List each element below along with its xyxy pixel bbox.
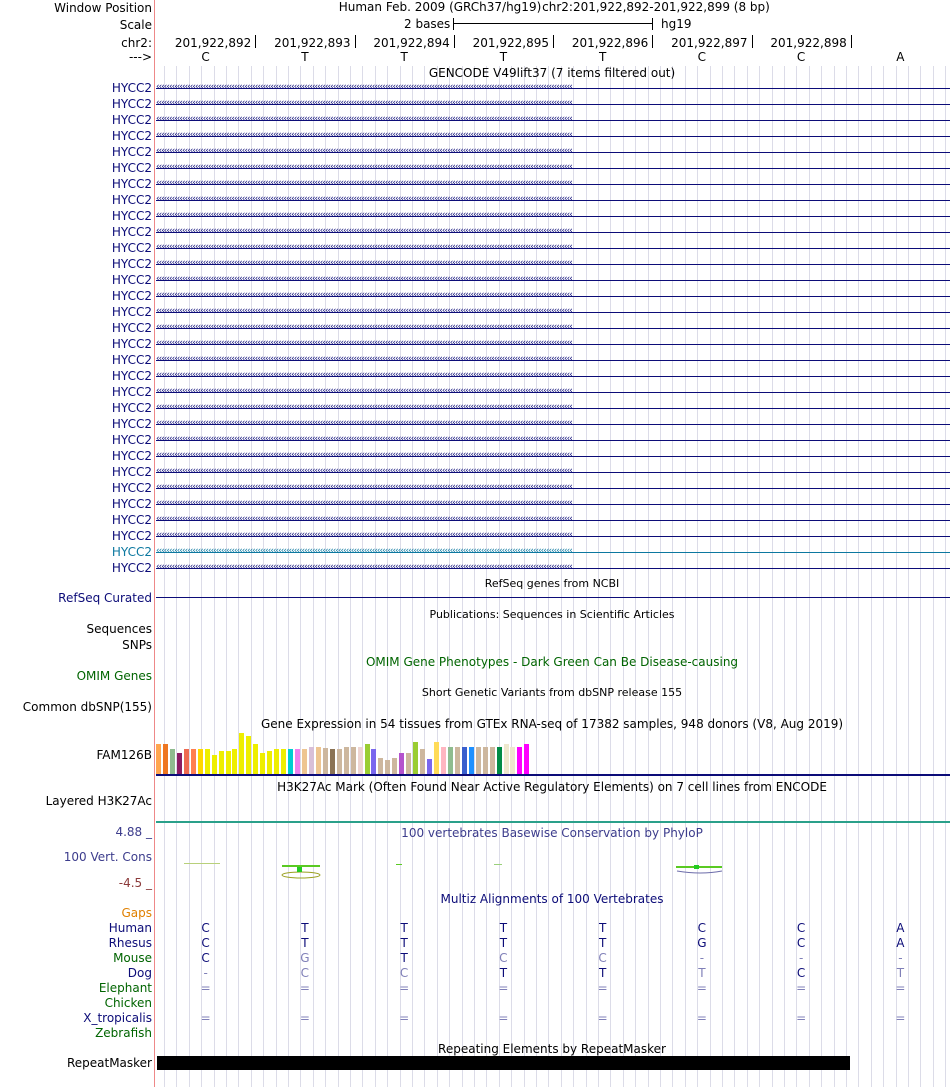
gencode-transcript[interactable] (156, 370, 950, 380)
species-label[interactable]: Gaps (121, 906, 152, 920)
coordinate-label: 201,922,896 (571, 36, 649, 50)
alignment-base: = (498, 1011, 509, 1025)
gtex-tissue-bar[interactable] (239, 733, 244, 774)
gencode-gene-label[interactable]: HYCC2 (111, 305, 152, 319)
strand-arrows: ‹‹‹‹‹‹‹‹‹‹‹‹‹‹‹‹‹‹‹‹‹‹‹‹‹‹‹‹‹‹‹‹‹‹‹‹‹‹‹‹‹‹‹‹‹‹‹‹‹‹‹‹‹‹‹‹‹‹‹‹‹‹‹‹‹‹‹‹‹‹‹‹‹‹‹‹‹‹‹‹‹‹‹‹‹‹‹‹‹‹‹‹‹‹‹‹‹‹‹‹‹‹‹‹‹‹‹‹‹‹‹‹‹‹‹‹‹‹‹‹‹‹‹‹‹‹‹‹‹‹‹‹‹‹‹‹‹‹‹‹‹‹‹‹‹‹‹‹‹‹‹‹‹‹‹‹‹‹‹‹ (156, 146, 572, 156)
gencode-transcript[interactable] (156, 290, 950, 300)
gencode-transcript[interactable] (156, 482, 950, 492)
gtex-tissue-bar[interactable] (288, 749, 293, 774)
gencode-gene-label[interactable]: HYCC2 (111, 545, 152, 559)
gencode-transcript[interactable] (156, 274, 950, 284)
gtex-tissue-bar[interactable] (295, 749, 300, 774)
gtex-tissue-bar[interactable] (504, 744, 509, 774)
alignment-base: C (201, 951, 210, 965)
alignment-base: - (203, 966, 208, 980)
gtex-tissue-bar[interactable] (392, 758, 397, 774)
gencode-transcript[interactable] (156, 354, 950, 364)
gtex-tissue-bar[interactable] (226, 751, 231, 774)
scale-label: Scale (119, 18, 152, 32)
gencode-gene-label[interactable]: HYCC2 (111, 193, 152, 207)
strand-arrows: ‹‹‹‹‹‹‹‹‹‹‹‹‹‹‹‹‹‹‹‹‹‹‹‹‹‹‹‹‹‹‹‹‹‹‹‹‹‹‹‹‹‹‹‹‹‹‹‹‹‹‹‹‹‹‹‹‹‹‹‹‹‹‹‹‹‹‹‹‹‹‹‹‹‹‹‹‹‹‹‹‹‹‹‹‹‹‹‹‹‹‹‹‹‹‹‹‹‹‹‹‹‹‹‹‹‹‹‹‹‹‹‹‹‹‹‹‹‹‹‹‹‹‹‹‹‹‹‹‹‹‹‹‹‹‹‹‹‹‹‹‹‹‹‹‹‹‹‹‹‹‹‹‹‹‹‹‹‹‹‹ (156, 290, 572, 300)
alignment-base: - (798, 951, 804, 965)
gtex-tissue-bar[interactable] (163, 744, 168, 774)
alignment-base: C (697, 921, 707, 935)
gencode-gene-label[interactable]: HYCC2 (111, 257, 152, 271)
strand-arrows: ‹‹‹‹‹‹‹‹‹‹‹‹‹‹‹‹‹‹‹‹‹‹‹‹‹‹‹‹‹‹‹‹‹‹‹‹‹‹‹‹‹‹‹‹‹‹‹‹‹‹‹‹‹‹‹‹‹‹‹‹‹‹‹‹‹‹‹‹‹‹‹‹‹‹‹‹‹‹‹‹‹‹‹‹‹‹‹‹‹‹‹‹‹‹‹‹‹‹‹‹‹‹‹‹‹‹‹‹‹‹‹‹‹‹‹‹‹‹‹‹‹‹‹‹‹‹‹‹‹‹‹‹‹‹‹‹‹‹‹‹‹‹‹‹‹‹‹‹‹‹‹‹‹‹‹‹‹‹‹‹ (156, 386, 572, 396)
scale-text: 2 bases (404, 17, 451, 31)
gtex-gene-label[interactable]: FAM126B (96, 748, 152, 762)
alignment-base: = (696, 1011, 707, 1025)
strand-arrows: ‹‹‹‹‹‹‹‹‹‹‹‹‹‹‹‹‹‹‹‹‹‹‹‹‹‹‹‹‹‹‹‹‹‹‹‹‹‹‹‹‹‹‹‹‹‹‹‹‹‹‹‹‹‹‹‹‹‹‹‹‹‹‹‹‹‹‹‹‹‹‹‹‹‹‹‹‹‹‹‹‹‹‹‹‹‹‹‹‹‹‹‹‹‹‹‹‹‹‹‹‹‹‹‹‹‹‹‹‹‹‹‹‹‹‹‹‹‹‹‹‹‹‹‹‹‹‹‹‹‹‹‹‹‹‹‹‹‹‹‹‹‹‹‹‹‹‹‹‹‹‹‹‹‹‹‹‹‹‹‹ (156, 322, 572, 332)
gtex-tissue-bar[interactable] (448, 747, 453, 774)
scale-db: hg19 (661, 17, 692, 31)
alignment-base: = (895, 1011, 906, 1025)
gencode-transcript[interactable] (156, 546, 950, 556)
species-label[interactable]: Dog (127, 966, 152, 980)
strand-arrows: ‹‹‹‹‹‹‹‹‹‹‹‹‹‹‹‹‹‹‹‹‹‹‹‹‹‹‹‹‹‹‹‹‹‹‹‹‹‹‹‹‹‹‹‹‹‹‹‹‹‹‹‹‹‹‹‹‹‹‹‹‹‹‹‹‹‹‹‹‹‹‹‹‹‹‹‹‹‹‹‹‹‹‹‹‹‹‹‹‹‹‹‹‹‹‹‹‹‹‹‹‹‹‹‹‹‹‹‹‹‹‹‹‹‹‹‹‹‹‹‹‹‹‹‹‹‹‹‹‹‹‹‹‹‹‹‹‹‹‹‹‹‹‹‹‹‹‹‹‹‹‹‹‹‹‹‹‹‹‹‹ (156, 354, 572, 364)
gencode-gene-label[interactable]: HYCC2 (111, 529, 152, 543)
gencode-transcript[interactable] (156, 194, 950, 204)
gtex-tissue-bar[interactable] (483, 747, 488, 774)
refseq-gene-line[interactable] (156, 597, 950, 598)
base-letter: C (796, 50, 806, 64)
gencode-gene-label[interactable]: HYCC2 (111, 385, 152, 399)
alignment-base: - (898, 951, 903, 965)
strand-arrows: ‹‹‹‹‹‹‹‹‹‹‹‹‹‹‹‹‹‹‹‹‹‹‹‹‹‹‹‹‹‹‹‹‹‹‹‹‹‹‹‹‹‹‹‹‹‹‹‹‹‹‹‹‹‹‹‹‹‹‹‹‹‹‹‹‹‹‹‹‹‹‹‹‹‹‹‹‹‹‹‹‹‹‹‹‹‹‹‹‹‹‹‹‹‹‹‹‹‹‹‹‹‹‹‹‹‹‹‹‹‹‹‹‹‹‹‹‹‹‹‹‹‹‹‹‹‹‹‹‹‹‹‹‹‹‹‹‹‹‹‹‹‹‹‹‹‹‹‹‹‹‹‹‹‹‹‹‹‹‹‹ (156, 178, 572, 188)
gencode-transcript[interactable] (156, 322, 950, 332)
phylop-min-label: -4.5 _ (118, 876, 152, 890)
dbsnp-track-title: Short Genetic Variants from dbSNP release 155 (421, 686, 683, 699)
gtex-baseline (156, 774, 950, 776)
gencode-gene-label[interactable]: HYCC2 (111, 433, 152, 447)
strand-arrows: ‹‹‹‹‹‹‹‹‹‹‹‹‹‹‹‹‹‹‹‹‹‹‹‹‹‹‹‹‹‹‹‹‹‹‹‹‹‹‹‹‹‹‹‹‹‹‹‹‹‹‹‹‹‹‹‹‹‹‹‹‹‹‹‹‹‹‹‹‹‹‹‹‹‹‹‹‹‹‹‹‹‹‹‹‹‹‹‹‹‹‹‹‹‹‹‹‹‹‹‹‹‹‹‹‹‹‹‹‹‹‹‹‹‹‹‹‹‹‹‹‹‹‹‹‹‹‹‹‹‹‹‹‹‹‹‹‹‹‹‹‹‹‹‹‹‹‹‹‹‹‹‹‹‹‹‹‹‹‹‹ (156, 498, 572, 508)
gtex-tissue-bar[interactable] (427, 759, 432, 774)
strand-arrows: ‹‹‹‹‹‹‹‹‹‹‹‹‹‹‹‹‹‹‹‹‹‹‹‹‹‹‹‹‹‹‹‹‹‹‹‹‹‹‹‹‹‹‹‹‹‹‹‹‹‹‹‹‹‹‹‹‹‹‹‹‹‹‹‹‹‹‹‹‹‹‹‹‹‹‹‹‹‹‹‹‹‹‹‹‹‹‹‹‹‹‹‹‹‹‹‹‹‹‹‹‹‹‹‹‹‹‹‹‹‹‹‹‹‹‹‹‹‹‹‹‹‹‹‹‹‹‹‹‹‹‹‹‹‹‹‹‹‹‹‹‹‹‹‹‹‹‹‹‹‹‹‹‹‹‹‹‹‹‹‹ (156, 530, 572, 540)
omim-track-title: OMIM Gene Phenotypes - Dark Green Can Be Disease-causing (365, 655, 739, 669)
strand-arrows: ‹‹‹‹‹‹‹‹‹‹‹‹‹‹‹‹‹‹‹‹‹‹‹‹‹‹‹‹‹‹‹‹‹‹‹‹‹‹‹‹‹‹‹‹‹‹‹‹‹‹‹‹‹‹‹‹‹‹‹‹‹‹‹‹‹‹‹‹‹‹‹‹‹‹‹‹‹‹‹‹‹‹‹‹‹‹‹‹‹‹‹‹‹‹‹‹‹‹‹‹‹‹‹‹‹‹‹‹‹‹‹‹‹‹‹‹‹‹‹‹‹‹‹‹‹‹‹‹‹‹‹‹‹‹‹‹‹‹‹‹‹‹‹‹‹‹‹‹‹‹‹‹‹‹‹‹‹‹‹‹ (156, 482, 572, 492)
refseq-track-title: RefSeq genes from NCBI (484, 577, 620, 590)
alignment-base: T (301, 936, 309, 950)
coordinate-label: 201,922,894 (373, 36, 450, 50)
species-label[interactable]: Zebrafish (95, 1026, 152, 1040)
strand-arrow-label: ---> (128, 50, 152, 64)
gencode-gene-label[interactable]: HYCC2 (111, 321, 152, 335)
gtex-tissue-bar[interactable] (413, 742, 418, 774)
gtex-tissue-bar[interactable] (441, 747, 446, 774)
gencode-gene-label[interactable]: HYCC2 (111, 449, 152, 463)
gtex-tissue-bar[interactable] (177, 753, 182, 774)
gtex-tissue-bar[interactable] (406, 753, 411, 774)
gtex-tissue-bar[interactable] (212, 755, 217, 774)
h3k27ac-signal-line (156, 821, 950, 823)
alignment-base: = (895, 981, 906, 995)
strand-arrows: ‹‹‹‹‹‹‹‹‹‹‹‹‹‹‹‹‹‹‹‹‹‹‹‹‹‹‹‹‹‹‹‹‹‹‹‹‹‹‹‹‹‹‹‹‹‹‹‹‹‹‹‹‹‹‹‹‹‹‹‹‹‹‹‹‹‹‹‹‹‹‹‹‹‹‹‹‹‹‹‹‹‹‹‹‹‹‹‹‹‹‹‹‹‹‹‹‹‹‹‹‹‹‹‹‹‹‹‹‹‹‹‹‹‹‹‹‹‹‹‹‹‹‹‹‹‹‹‹‹‹‹‹‹‹‹‹‹‹‹‹‹‹‹‹‹‹‹‹‹‹‹‹‹‹‹‹‹‹‹‹ (156, 258, 572, 268)
species-label[interactable]: Rhesus (108, 936, 152, 950)
gencode-gene-label[interactable]: HYCC2 (111, 337, 152, 351)
base-letter: C (201, 50, 210, 64)
gtex-tissue-bar[interactable] (344, 747, 349, 774)
gencode-transcript[interactable] (156, 130, 950, 140)
coordinate-tick (255, 35, 256, 48)
alignment-base: C (796, 966, 806, 980)
gencode-gene-label[interactable]: HYCC2 (111, 113, 152, 127)
gencode-transcript[interactable] (156, 82, 950, 92)
gencode-gene-label[interactable]: HYCC2 (111, 465, 152, 479)
gencode-transcript[interactable] (156, 242, 950, 252)
gtex-tissue-bar[interactable] (316, 747, 321, 774)
repeatmasker-track-label[interactable]: RepeatMasker (66, 1056, 152, 1070)
strand-arrows: ‹‹‹‹‹‹‹‹‹‹‹‹‹‹‹‹‹‹‹‹‹‹‹‹‹‹‹‹‹‹‹‹‹‹‹‹‹‹‹‹‹‹‹‹‹‹‹‹‹‹‹‹‹‹‹‹‹‹‹‹‹‹‹‹‹‹‹‹‹‹‹‹‹‹‹‹‹‹‹‹‹‹‹‹‹‹‹‹‹‹‹‹‹‹‹‹‹‹‹‹‹‹‹‹‹‹‹‹‹‹‹‹‹‹‹‹‹‹‹‹‹‹‹‹‹‹‹‹‹‹‹‹‹‹‹‹‹‹‹‹‹‹‹‹‹‹‹‹‹‹‹‹‹‹‹‹‹‹‹‹ (156, 562, 572, 572)
strand-arrows: ‹‹‹‹‹‹‹‹‹‹‹‹‹‹‹‹‹‹‹‹‹‹‹‹‹‹‹‹‹‹‹‹‹‹‹‹‹‹‹‹‹‹‹‹‹‹‹‹‹‹‹‹‹‹‹‹‹‹‹‹‹‹‹‹‹‹‹‹‹‹‹‹‹‹‹‹‹‹‹‹‹‹‹‹‹‹‹‹‹‹‹‹‹‹‹‹‹‹‹‹‹‹‹‹‹‹‹‹‹‹‹‹‹‹‹‹‹‹‹‹‹‹‹‹‹‹‹‹‹‹‹‹‹‹‹‹‹‹‹‹‹‹‹‹‹‹‹‹‹‹‹‹‹‹‹‹‹‹‹‹ (156, 194, 572, 204)
gencode-transcript[interactable] (156, 210, 950, 220)
gtex-tissue-bar[interactable] (232, 749, 237, 774)
gencode-transcript[interactable] (156, 434, 950, 444)
strand-arrows: ‹‹‹‹‹‹‹‹‹‹‹‹‹‹‹‹‹‹‹‹‹‹‹‹‹‹‹‹‹‹‹‹‹‹‹‹‹‹‹‹‹‹‹‹‹‹‹‹‹‹‹‹‹‹‹‹‹‹‹‹‹‹‹‹‹‹‹‹‹‹‹‹‹‹‹‹‹‹‹‹‹‹‹‹‹‹‹‹‹‹‹‹‹‹‹‹‹‹‹‹‹‹‹‹‹‹‹‹‹‹‹‹‹‹‹‹‹‹‹‹‹‹‹‹‹‹‹‹‹‹‹‹‹‹‹‹‹‹‹‹‹‹‹‹‹‹‹‹‹‹‹‹‹‹‹‹‹‹‹‹ (156, 338, 572, 348)
gencode-transcript[interactable] (156, 498, 950, 508)
gencode-transcript[interactable] (156, 530, 950, 540)
gencode-gene-label[interactable]: HYCC2 (111, 97, 152, 111)
alignment-base: A (896, 921, 905, 935)
gencode-gene-label[interactable]: HYCC2 (111, 161, 152, 175)
strand-arrows: ‹‹‹‹‹‹‹‹‹‹‹‹‹‹‹‹‹‹‹‹‹‹‹‹‹‹‹‹‹‹‹‹‹‹‹‹‹‹‹‹‹‹‹‹‹‹‹‹‹‹‹‹‹‹‹‹‹‹‹‹‹‹‹‹‹‹‹‹‹‹‹‹‹‹‹‹‹‹‹‹‹‹‹‹‹‹‹‹‹‹‹‹‹‹‹‹‹‹‹‹‹‹‹‹‹‹‹‹‹‹‹‹‹‹‹‹‹‹‹‹‹‹‹‹‹‹‹‹‹‹‹‹‹‹‹‹‹‹‹‹‹‹‹‹‹‹‹‹‹‹‹‹‹‹‹‹‹‹‹‹ (156, 450, 572, 460)
gtex-tissue-bar[interactable] (191, 749, 196, 774)
gencode-gene-label[interactable]: HYCC2 (111, 129, 152, 143)
assembly-name: Human Feb. 2009 (GRCh37/hg19) (338, 0, 542, 14)
gencode-transcript[interactable] (156, 418, 950, 428)
gencode-transcript[interactable] (156, 226, 950, 236)
gencode-transcript[interactable] (156, 162, 950, 172)
base-letter: A (896, 50, 905, 64)
gtex-tissue-bar[interactable] (267, 751, 272, 774)
alignment-base: T (400, 951, 408, 965)
species-label[interactable]: Human (108, 921, 152, 935)
gtex-tissue-bar[interactable] (253, 744, 258, 774)
gtex-tissue-bar[interactable] (260, 753, 265, 774)
coordinate-label: 201,922,895 (472, 36, 549, 50)
gtex-tissue-bar[interactable] (170, 749, 175, 774)
gencode-gene-label[interactable]: HYCC2 (111, 417, 152, 431)
gtex-tissue-bar[interactable] (510, 747, 515, 774)
alignment-base: A (896, 936, 905, 950)
gencode-gene-label[interactable]: HYCC2 (111, 353, 152, 367)
repeatmasker-element[interactable] (157, 1056, 850, 1070)
strand-arrows: ‹‹‹‹‹‹‹‹‹‹‹‹‹‹‹‹‹‹‹‹‹‹‹‹‹‹‹‹‹‹‹‹‹‹‹‹‹‹‹‹‹‹‹‹‹‹‹‹‹‹‹‹‹‹‹‹‹‹‹‹‹‹‹‹‹‹‹‹‹‹‹‹‹‹‹‹‹‹‹‹‹‹‹‹‹‹‹‹‹‹‹‹‹‹‹‹‹‹‹‹‹‹‹‹‹‹‹‹‹‹‹‹‹‹‹‹‹‹‹‹‹‹‹‹‹‹‹‹‹‹‹‹‹‹‹‹‹‹‹‹‹‹‹‹‹‹‹‹‹‹‹‹‹‹‹‹‹‹‹‹ (156, 418, 572, 428)
repeatmasker-track-title: Repeating Elements by RepeatMasker (438, 1042, 666, 1056)
gtex-tissue-bar[interactable] (434, 742, 439, 774)
alignment-base: T (301, 921, 309, 935)
gencode-transcript[interactable] (156, 98, 950, 108)
strand-arrows: ‹‹‹‹‹‹‹‹‹‹‹‹‹‹‹‹‹‹‹‹‹‹‹‹‹‹‹‹‹‹‹‹‹‹‹‹‹‹‹‹‹‹‹‹‹‹‹‹‹‹‹‹‹‹‹‹‹‹‹‹‹‹‹‹‹‹‹‹‹‹‹‹‹‹‹‹‹‹‹‹‹‹‹‹‹‹‹‹‹‹‹‹‹‹‹‹‹‹‹‹‹‹‹‹‹‹‹‹‹‹‹‹‹‹‹‹‹‹‹‹‹‹‹‹‹‹‹‹‹‹‹‹‹‹‹‹‹‹‹‹‹‹‹‹‹‹‹‹‹‹‹‹‹‹‹‹‹‹‹‹ (156, 370, 572, 380)
gencode-gene-label[interactable]: HYCC2 (111, 561, 152, 575)
gencode-gene-label[interactable]: HYCC2 (111, 289, 152, 303)
alignment-base: C (201, 936, 210, 950)
species-label[interactable]: Chicken (104, 996, 152, 1010)
gencode-transcript[interactable] (156, 114, 950, 124)
alignment-base: = (796, 1011, 807, 1025)
gtex-tissue-bar[interactable] (378, 758, 383, 774)
gtex-tissue-bar[interactable] (497, 747, 502, 774)
coordinate-label: 201,922,892 (174, 36, 252, 50)
gencode-transcript[interactable] (156, 402, 950, 412)
gtex-tissue-bar[interactable] (420, 749, 425, 774)
publications-track-title: Publications: Sequences in Scientific Articles (429, 608, 675, 621)
alignment-base: T (400, 921, 408, 935)
alignment-base: T (698, 966, 706, 980)
alignment-base: T (598, 966, 607, 980)
alignment-base: T (499, 966, 508, 980)
base-letter: T (598, 50, 607, 64)
species-label[interactable]: Elephant (98, 981, 152, 995)
gtex-tissue-bar[interactable] (309, 747, 314, 774)
gtex-tissue-bar[interactable] (184, 749, 189, 774)
gtex-tissue-bar[interactable] (490, 747, 495, 774)
strand-arrows: ‹‹‹‹‹‹‹‹‹‹‹‹‹‹‹‹‹‹‹‹‹‹‹‹‹‹‹‹‹‹‹‹‹‹‹‹‹‹‹‹‹‹‹‹‹‹‹‹‹‹‹‹‹‹‹‹‹‹‹‹‹‹‹‹‹‹‹‹‹‹‹‹‹‹‹‹‹‹‹‹‹‹‹‹‹‹‹‹‹‹‹‹‹‹‹‹‹‹‹‹‹‹‹‹‹‹‹‹‹‹‹‹‹‹‹‹‹‹‹‹‹‹‹‹‹‹‹‹‹‹‹‹‹‹‹‹‹‹‹‹‹‹‹‹‹‹‹‹‹‹‹‹‹‹‹‹‹‹‹‹ (156, 98, 572, 108)
scale-bar (453, 18, 653, 30)
gtex-tissue-bar[interactable] (455, 747, 460, 774)
alignment-base: T (598, 921, 607, 935)
species-label[interactable]: Mouse (113, 951, 152, 965)
coordinate-label: 201,922,893 (274, 36, 351, 50)
alignment-base: = (399, 1011, 410, 1025)
strand-arrows: ‹‹‹‹‹‹‹‹‹‹‹‹‹‹‹‹‹‹‹‹‹‹‹‹‹‹‹‹‹‹‹‹‹‹‹‹‹‹‹‹‹‹‹‹‹‹‹‹‹‹‹‹‹‹‹‹‹‹‹‹‹‹‹‹‹‹‹‹‹‹‹‹‹‹‹‹‹‹‹‹‹‹‹‹‹‹‹‹‹‹‹‹‹‹‹‹‹‹‹‹‹‹‹‹‹‹‹‹‹‹‹‹‹‹‹‹‹‹‹‹‹‹‹‹‹‹‹‹‹‹‹‹‹‹‹‹‹‹‹‹‹‹‹‹‹‹‹‹‹‹‹‹‹‹‹‹‹‹‹‹ (156, 82, 572, 92)
refseq-track-label[interactable]: RefSeq Curated (58, 591, 152, 605)
gtex-tissue-bar[interactable] (524, 744, 529, 774)
gencode-transcript[interactable] (156, 306, 950, 316)
alignment-base: T (598, 936, 607, 950)
gtex-tissue-bar[interactable] (351, 747, 356, 774)
strand-arrows: ‹‹‹‹‹‹‹‹‹‹‹‹‹‹‹‹‹‹‹‹‹‹‹‹‹‹‹‹‹‹‹‹‹‹‹‹‹‹‹‹‹‹‹‹‹‹‹‹‹‹‹‹‹‹‹‹‹‹‹‹‹‹‹‹‹‹‹‹‹‹‹‹‹‹‹‹‹‹‹‹‹‹‹‹‹‹‹‹‹‹‹‹‹‹‹‹‹‹‹‹‹‹‹‹‹‹‹‹‹‹‹‹‹‹‹‹‹‹‹‹‹‹‹‹‹‹‹‹‹‹‹‹‹‹‹‹‹‹‹‹‹‹‹‹‹‹‹‹‹‹‹‹‹‹‹‹‹‹‹‹ (156, 130, 572, 140)
alignment-base: T (896, 966, 905, 980)
gencode-gene-label[interactable]: HYCC2 (111, 273, 152, 287)
alignment-base: = (200, 981, 211, 995)
gencode-transcript[interactable] (156, 338, 950, 348)
gtex-tissue-bar[interactable] (205, 749, 210, 774)
strand-arrows: ‹‹‹‹‹‹‹‹‹‹‹‹‹‹‹‹‹‹‹‹‹‹‹‹‹‹‹‹‹‹‹‹‹‹‹‹‹‹‹‹‹‹‹‹‹‹‹‹‹‹‹‹‹‹‹‹‹‹‹‹‹‹‹‹‹‹‹‹‹‹‹‹‹‹‹‹‹‹‹‹‹‹‹‹‹‹‹‹‹‹‹‹‹‹‹‹‹‹‹‹‹‹‹‹‹‹‹‹‹‹‹‹‹‹‹‹‹‹‹‹‹‹‹‹‹‹‹‹‹‹‹‹‹‹‹‹‹‹‹‹‹‹‹‹‹‹‹‹‹‹‹‹‹‹‹‹‹‹‹‹ (156, 114, 572, 124)
window-position-label: Window Position (54, 1, 152, 15)
gencode-transcript[interactable] (156, 178, 950, 188)
coordinate-tick (553, 35, 554, 48)
alignment-base: = (796, 981, 807, 995)
alignment-base: = (498, 981, 509, 995)
strand-arrows: ‹‹‹‹‹‹‹‹‹‹‹‹‹‹‹‹‹‹‹‹‹‹‹‹‹‹‹‹‹‹‹‹‹‹‹‹‹‹‹‹‹‹‹‹‹‹‹‹‹‹‹‹‹‹‹‹‹‹‹‹‹‹‹‹‹‹‹‹‹‹‹‹‹‹‹‹‹‹‹‹‹‹‹‹‹‹‹‹‹‹‹‹‹‹‹‹‹‹‹‹‹‹‹‹‹‹‹‹‹‹‹‹‹‹‹‹‹‹‹‹‹‹‹‹‹‹‹‹‹‹‹‹‹‹‹‹‹‹‹‹‹‹‹‹‹‹‹‹‹‹‹‹‹‹‹‹‹‹‹‹ (156, 546, 572, 556)
gtex-tissue-bar[interactable] (337, 749, 342, 774)
strand-arrows: ‹‹‹‹‹‹‹‹‹‹‹‹‹‹‹‹‹‹‹‹‹‹‹‹‹‹‹‹‹‹‹‹‹‹‹‹‹‹‹‹‹‹‹‹‹‹‹‹‹‹‹‹‹‹‹‹‹‹‹‹‹‹‹‹‹‹‹‹‹‹‹‹‹‹‹‹‹‹‹‹‹‹‹‹‹‹‹‹‹‹‹‹‹‹‹‹‹‹‹‹‹‹‹‹‹‹‹‹‹‹‹‹‹‹‹‹‹‹‹‹‹‹‹‹‹‹‹‹‹‹‹‹‹‹‹‹‹‹‹‹‹‹‹‹‹‹‹‹‹‹‹‹‹‹‹‹‹‹‹‹ (156, 402, 572, 412)
alignment-base: C (796, 921, 806, 935)
coordinate-tick (355, 35, 356, 48)
publications-sequences-label[interactable]: Sequences (86, 622, 152, 636)
h3k27ac-track-label[interactable]: Layered H3K27Ac (45, 794, 152, 808)
alignment-base: = (299, 981, 310, 995)
alignment-base: C (300, 966, 310, 980)
gtex-tissue-bar[interactable] (517, 747, 522, 774)
gtex-tissue-bar[interactable] (469, 747, 474, 774)
gtex-tissue-bar[interactable] (246, 736, 251, 774)
strand-arrows: ‹‹‹‹‹‹‹‹‹‹‹‹‹‹‹‹‹‹‹‹‹‹‹‹‹‹‹‹‹‹‹‹‹‹‹‹‹‹‹‹‹‹‹‹‹‹‹‹‹‹‹‹‹‹‹‹‹‹‹‹‹‹‹‹‹‹‹‹‹‹‹‹‹‹‹‹‹‹‹‹‹‹‹‹‹‹‹‹‹‹‹‹‹‹‹‹‹‹‹‹‹‹‹‹‹‹‹‹‹‹‹‹‹‹‹‹‹‹‹‹‹‹‹‹‹‹‹‹‹‹‹‹‹‹‹‹‹‹‹‹‹‹‹‹‹‹‹‹‹‹‹‹‹‹‹‹‹‹‹‹ (156, 210, 572, 220)
gencode-transcript[interactable] (156, 258, 950, 268)
alignment-base: C (598, 951, 607, 965)
gencode-transcript[interactable] (156, 450, 950, 460)
phylop-track-label[interactable]: 100 Vert. Cons (63, 850, 152, 864)
phylop-wiggle[interactable] (156, 855, 950, 885)
coordinate-tick (752, 35, 753, 48)
multiz-track-title: Multiz Alignments of 100 Vertebrates (440, 892, 664, 906)
alignment-base: = (399, 981, 410, 995)
strand-arrows: ‹‹‹‹‹‹‹‹‹‹‹‹‹‹‹‹‹‹‹‹‹‹‹‹‹‹‹‹‹‹‹‹‹‹‹‹‹‹‹‹‹‹‹‹‹‹‹‹‹‹‹‹‹‹‹‹‹‹‹‹‹‹‹‹‹‹‹‹‹‹‹‹‹‹‹‹‹‹‹‹‹‹‹‹‹‹‹‹‹‹‹‹‹‹‹‹‹‹‹‹‹‹‹‹‹‹‹‹‹‹‹‹‹‹‹‹‹‹‹‹‹‹‹‹‹‹‹‹‹‹‹‹‹‹‹‹‹‹‹‹‹‹‹‹‹‹‹‹‹‹‹‹‹‹‹‹‹‹‹‹ (156, 434, 572, 444)
gtex-tissue-bar[interactable] (358, 747, 363, 774)
gtex-bar-chart[interactable] (156, 732, 556, 774)
gencode-gene-label[interactable]: HYCC2 (111, 145, 152, 159)
gtex-tissue-bar[interactable] (365, 744, 370, 774)
gencode-gene-label[interactable]: HYCC2 (111, 401, 152, 415)
strand-arrows: ‹‹‹‹‹‹‹‹‹‹‹‹‹‹‹‹‹‹‹‹‹‹‹‹‹‹‹‹‹‹‹‹‹‹‹‹‹‹‹‹‹‹‹‹‹‹‹‹‹‹‹‹‹‹‹‹‹‹‹‹‹‹‹‹‹‹‹‹‹‹‹‹‹‹‹‹‹‹‹‹‹‹‹‹‹‹‹‹‹‹‹‹‹‹‹‹‹‹‹‹‹‹‹‹‹‹‹‹‹‹‹‹‹‹‹‹‹‹‹‹‹‹‹‹‹‹‹‹‹‹‹‹‹‹‹‹‹‹‹‹‹‹‹‹‹‹‹‹‹‹‹‹‹‹‹‹‹‹‹‹ (156, 466, 572, 476)
gencode-gene-label[interactable]: HYCC2 (111, 225, 152, 239)
strand-arrows: ‹‹‹‹‹‹‹‹‹‹‹‹‹‹‹‹‹‹‹‹‹‹‹‹‹‹‹‹‹‹‹‹‹‹‹‹‹‹‹‹‹‹‹‹‹‹‹‹‹‹‹‹‹‹‹‹‹‹‹‹‹‹‹‹‹‹‹‹‹‹‹‹‹‹‹‹‹‹‹‹‹‹‹‹‹‹‹‹‹‹‹‹‹‹‹‹‹‹‹‹‹‹‹‹‹‹‹‹‹‹‹‹‹‹‹‹‹‹‹‹‹‹‹‹‹‹‹‹‹‹‹‹‹‹‹‹‹‹‹‹‹‹‹‹‹‹‹‹‹‹‹‹‹‹‹‹‹‹‹‹ (156, 274, 572, 284)
publications-snps-label[interactable]: SNPs (122, 638, 152, 652)
alignment-base: G (300, 951, 310, 965)
alignment-base: C (201, 921, 210, 935)
gencode-gene-label[interactable]: HYCC2 (111, 513, 152, 527)
coordinate-tick (454, 35, 455, 48)
gtex-tissue-bar[interactable] (371, 749, 376, 774)
alignment-base: = (597, 1011, 608, 1025)
position-text: chr2:201,922,892-201,922,899 (8 bp) (542, 0, 770, 14)
alignment-base: = (299, 1011, 310, 1025)
gtex-tissue-bar[interactable] (198, 749, 203, 774)
gtex-tissue-bar[interactable] (156, 744, 161, 774)
gencode-gene-label[interactable]: HYCC2 (111, 177, 152, 191)
alignment-base: = (597, 981, 608, 995)
strand-arrows: ‹‹‹‹‹‹‹‹‹‹‹‹‹‹‹‹‹‹‹‹‹‹‹‹‹‹‹‹‹‹‹‹‹‹‹‹‹‹‹‹‹‹‹‹‹‹‹‹‹‹‹‹‹‹‹‹‹‹‹‹‹‹‹‹‹‹‹‹‹‹‹‹‹‹‹‹‹‹‹‹‹‹‹‹‹‹‹‹‹‹‹‹‹‹‹‹‹‹‹‹‹‹‹‹‹‹‹‹‹‹‹‹‹‹‹‹‹‹‹‹‹‹‹‹‹‹‹‹‹‹‹‹‹‹‹‹‹‹‹‹‹‹‹‹‹‹‹‹‹‹‹‹‹‹‹‹‹‹‹‹ (156, 226, 572, 236)
chr-label: chr2: (121, 36, 152, 50)
phylop-track-title: 100 vertebrates Basewise Conservation by PhyloP (401, 826, 703, 840)
strand-arrows: ‹‹‹‹‹‹‹‹‹‹‹‹‹‹‹‹‹‹‹‹‹‹‹‹‹‹‹‹‹‹‹‹‹‹‹‹‹‹‹‹‹‹‹‹‹‹‹‹‹‹‹‹‹‹‹‹‹‹‹‹‹‹‹‹‹‹‹‹‹‹‹‹‹‹‹‹‹‹‹‹‹‹‹‹‹‹‹‹‹‹‹‹‹‹‹‹‹‹‹‹‹‹‹‹‹‹‹‹‹‹‹‹‹‹‹‹‹‹‹‹‹‹‹‹‹‹‹‹‹‹‹‹‹‹‹‹‹‹‹‹‹‹‹‹‹‹‹‹‹‹‹‹‹‹‹‹‹‹‹‹ (156, 514, 572, 524)
species-label[interactable]: X_tropicalis (83, 1011, 152, 1025)
alignment-base: T (499, 936, 508, 950)
gencode-transcript[interactable] (156, 562, 950, 572)
gtex-tissue-bar[interactable] (330, 749, 335, 774)
base-letter: T (400, 50, 408, 64)
gencode-transcript[interactable] (156, 146, 950, 156)
gencode-gene-label[interactable]: HYCC2 (111, 481, 152, 495)
base-letter: T (301, 50, 309, 64)
h3k27ac-track-title: H3K27Ac Mark (Often Found Near Active Regulatory Elements) on 7 cell lines from ENCODE (277, 780, 827, 794)
gtex-track-title: Gene Expression in 54 tissues from GTEx RNA-seq of 17382 samples, 948 donors (V8, Aug 2019) (260, 717, 844, 731)
gencode-gene-label[interactable]: HYCC2 (111, 81, 152, 95)
coordinate-tick (851, 35, 852, 48)
omim-track-label[interactable]: OMIM Genes (76, 669, 152, 683)
gencode-gene-label[interactable]: HYCC2 (111, 497, 152, 511)
gtex-tissue-bar[interactable] (274, 749, 279, 774)
gtex-tissue-bar[interactable] (462, 747, 467, 774)
gtex-tissue-bar[interactable] (399, 753, 404, 774)
alignment-base: G (697, 936, 707, 950)
coordinate-label: 201,922,897 (671, 36, 748, 50)
gencode-transcript[interactable] (156, 514, 950, 524)
gencode-track-title: GENCODE V49lift37 (7 items filtered out) (428, 66, 676, 80)
alignment-base: C (399, 966, 409, 980)
alignment-base: C (796, 936, 806, 950)
gtex-tissue-bar[interactable] (323, 748, 328, 774)
alignment-base: T (499, 921, 508, 935)
gtex-tissue-bar[interactable] (302, 749, 307, 774)
base-letter: C (697, 50, 707, 64)
phylop-max-label: 4.88 _ (115, 825, 152, 839)
gencode-gene-label[interactable]: HYCC2 (111, 369, 152, 383)
alignment-base: C (499, 951, 508, 965)
strand-arrows: ‹‹‹‹‹‹‹‹‹‹‹‹‹‹‹‹‹‹‹‹‹‹‹‹‹‹‹‹‹‹‹‹‹‹‹‹‹‹‹‹‹‹‹‹‹‹‹‹‹‹‹‹‹‹‹‹‹‹‹‹‹‹‹‹‹‹‹‹‹‹‹‹‹‹‹‹‹‹‹‹‹‹‹‹‹‹‹‹‹‹‹‹‹‹‹‹‹‹‹‹‹‹‹‹‹‹‹‹‹‹‹‹‹‹‹‹‹‹‹‹‹‹‹‹‹‹‹‹‹‹‹‹‹‹‹‹‹‹‹‹‹‹‹‹‹‹‹‹‹‹‹‹‹‹‹‹‹‹‹‹ (156, 242, 572, 252)
gtex-tissue-bar[interactable] (385, 760, 390, 774)
gencode-transcript[interactable] (156, 386, 950, 396)
alignment-base: - (699, 951, 705, 965)
gencode-gene-label[interactable]: HYCC2 (111, 241, 152, 255)
strand-arrows: ‹‹‹‹‹‹‹‹‹‹‹‹‹‹‹‹‹‹‹‹‹‹‹‹‹‹‹‹‹‹‹‹‹‹‹‹‹‹‹‹‹‹‹‹‹‹‹‹‹‹‹‹‹‹‹‹‹‹‹‹‹‹‹‹‹‹‹‹‹‹‹‹‹‹‹‹‹‹‹‹‹‹‹‹‹‹‹‹‹‹‹‹‹‹‹‹‹‹‹‹‹‹‹‹‹‹‹‹‹‹‹‹‹‹‹‹‹‹‹‹‹‹‹‹‹‹‹‹‹‹‹‹‹‹‹‹‹‹‹‹‹‹‹‹‹‹‹‹‹‹‹‹‹‹‹‹‹‹‹‹ (156, 306, 572, 316)
base-letter: T (499, 50, 508, 64)
alignment-base: T (400, 936, 408, 950)
gtex-tissue-bar[interactable] (476, 747, 481, 774)
strand-arrows: ‹‹‹‹‹‹‹‹‹‹‹‹‹‹‹‹‹‹‹‹‹‹‹‹‹‹‹‹‹‹‹‹‹‹‹‹‹‹‹‹‹‹‹‹‹‹‹‹‹‹‹‹‹‹‹‹‹‹‹‹‹‹‹‹‹‹‹‹‹‹‹‹‹‹‹‹‹‹‹‹‹‹‹‹‹‹‹‹‹‹‹‹‹‹‹‹‹‹‹‹‹‹‹‹‹‹‹‹‹‹‹‹‹‹‹‹‹‹‹‹‹‹‹‹‹‹‹‹‹‹‹‹‹‹‹‹‹‹‹‹‹‹‹‹‹‹‹‹‹‹‹‹‹‹‹‹‹‹‹‹ (156, 162, 572, 172)
gtex-tissue-bar[interactable] (281, 749, 286, 774)
coordinate-tick (652, 35, 653, 48)
dbsnp-track-label[interactable]: Common dbSNP(155) (22, 700, 152, 714)
coordinate-label: 201,922,898 (770, 36, 847, 50)
gencode-gene-label[interactable]: HYCC2 (111, 209, 152, 223)
gtex-tissue-bar[interactable] (219, 751, 224, 774)
alignment-base: = (200, 1011, 211, 1025)
track-label-separator (154, 0, 155, 1087)
gencode-transcript[interactable] (156, 466, 950, 476)
alignment-base: = (696, 981, 707, 995)
